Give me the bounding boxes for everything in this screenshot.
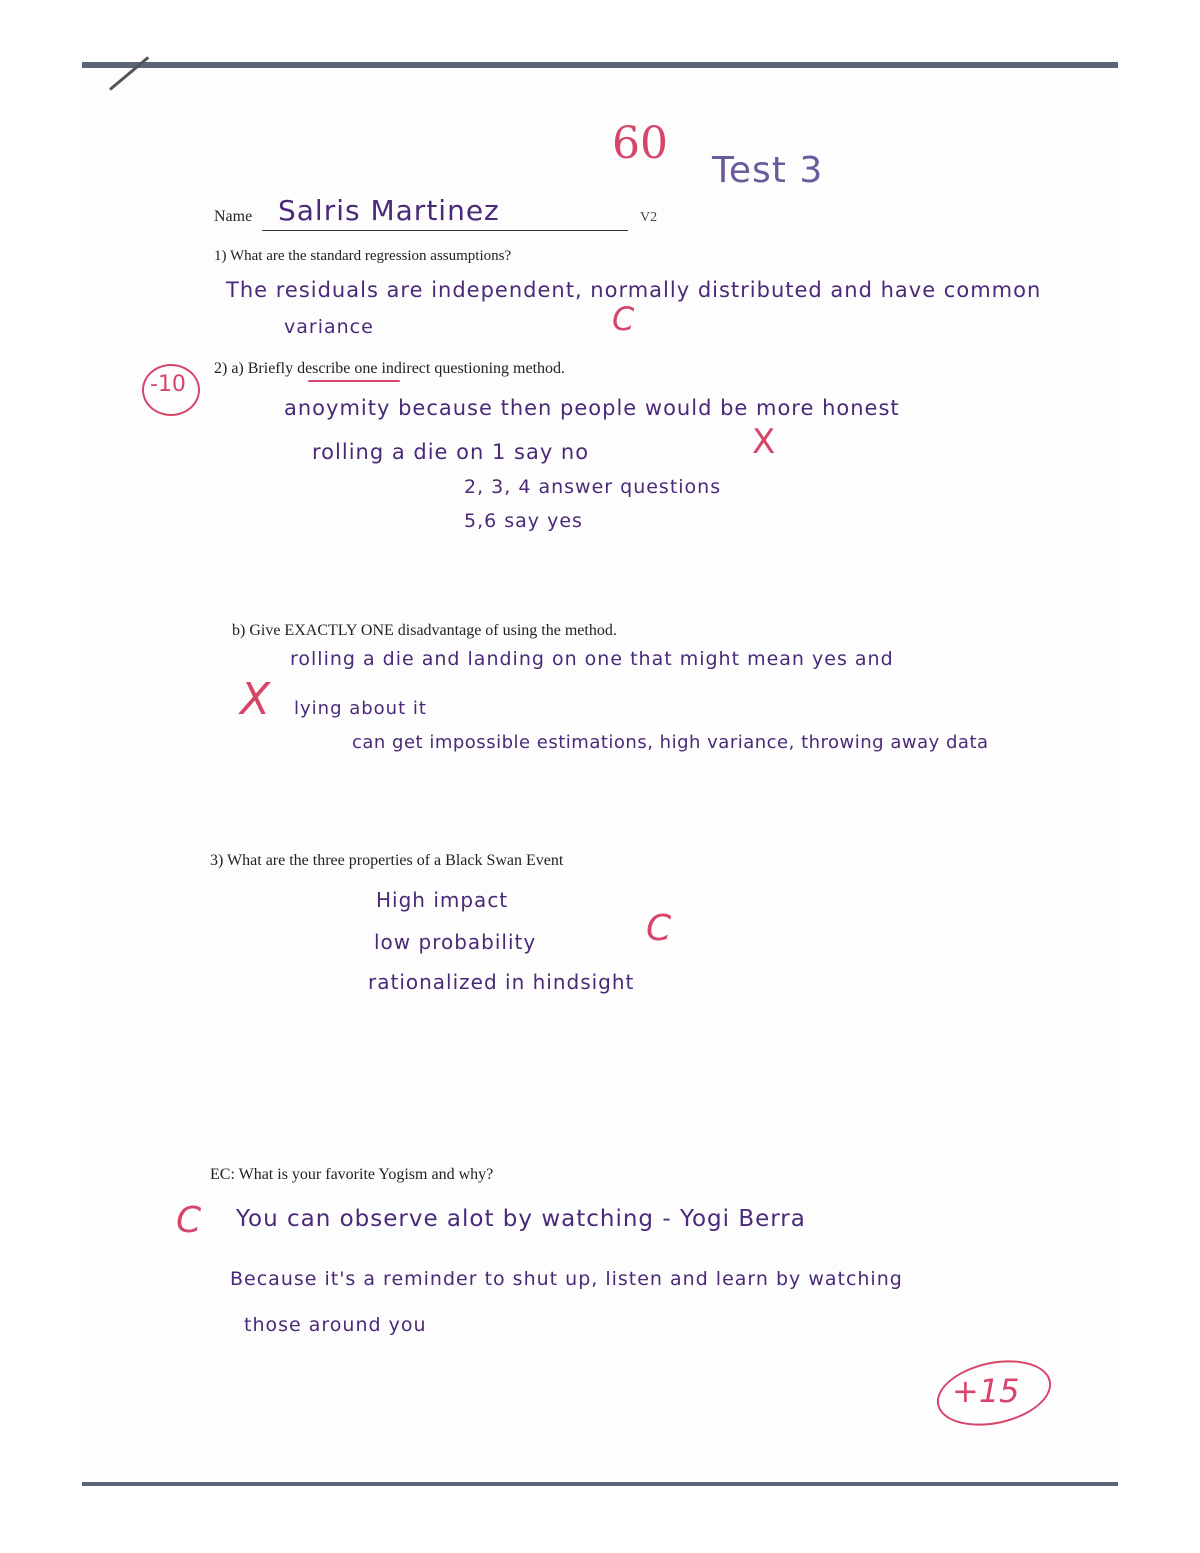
total-score: 60 — [612, 118, 668, 169]
q2-deduction: -10 — [150, 372, 186, 397]
q2a-answer-line-1: anoymity because then people would be more honest — [284, 396, 900, 420]
q2b-wrong-mark: X — [240, 674, 271, 725]
name-underline — [262, 230, 628, 231]
student-name: Salris Martinez — [278, 194, 500, 227]
q2a-wrong-mark: X — [752, 422, 776, 462]
q3-answer-line-2: low probability — [374, 930, 537, 954]
q2b-answer-line-2: lying about it — [294, 698, 427, 719]
ec-answer-line-2: Because it's a reminder to shut up, listen and learn by watching — [230, 1268, 903, 1290]
q3-answer-line-1: High impact — [376, 888, 509, 912]
test-title: Test 3 — [712, 150, 824, 191]
question-2b: b) Give EXACTLY ONE disadvantage of using the method. — [232, 622, 617, 639]
q1-answer-line-1: The residuals are independent, normally distributed and have common — [226, 278, 1042, 302]
q1-correct-mark: C — [612, 300, 635, 338]
extra-credit-question: EC: What is your favorite Yogism and why? — [210, 1166, 494, 1183]
question-1: 1) What are the standard regression assumptions? — [214, 248, 512, 264]
describe-underline — [308, 380, 400, 382]
ec-correct-mark: C — [176, 1200, 202, 1241]
question-3: 3) What are the three properties of a Black Swan Event — [210, 852, 564, 869]
q2b-answer-line-1: rolling a die and landing on one that might mean yes and — [290, 648, 894, 670]
ec-answer-line-3: those around you — [244, 1314, 427, 1336]
ec-answer-line-1: You can observe alot by watching - Yogi Berra — [236, 1206, 806, 1232]
name-label: Name — [214, 208, 253, 225]
q3-answer-line-3: rationalized in hindsight — [368, 970, 635, 994]
q2a-answer-line-2: rolling a die on 1 say no — [312, 440, 590, 464]
ec-bonus-points: +15 — [952, 1372, 1020, 1410]
q2b-correction: can get impossible estimations, high variance, throwing away data — [352, 732, 989, 753]
q3-correct-mark: C — [646, 908, 672, 949]
q2a-answer-line-4: 5,6 say yes — [464, 510, 583, 532]
q1-answer-line-2: variance — [284, 316, 374, 338]
q2a-answer-line-3: 2, 3, 4 answer questions — [464, 476, 722, 498]
question-2a: 2) a) Briefly describe one indirect questioning method. — [214, 360, 566, 377]
version-label: V2 — [640, 210, 658, 225]
